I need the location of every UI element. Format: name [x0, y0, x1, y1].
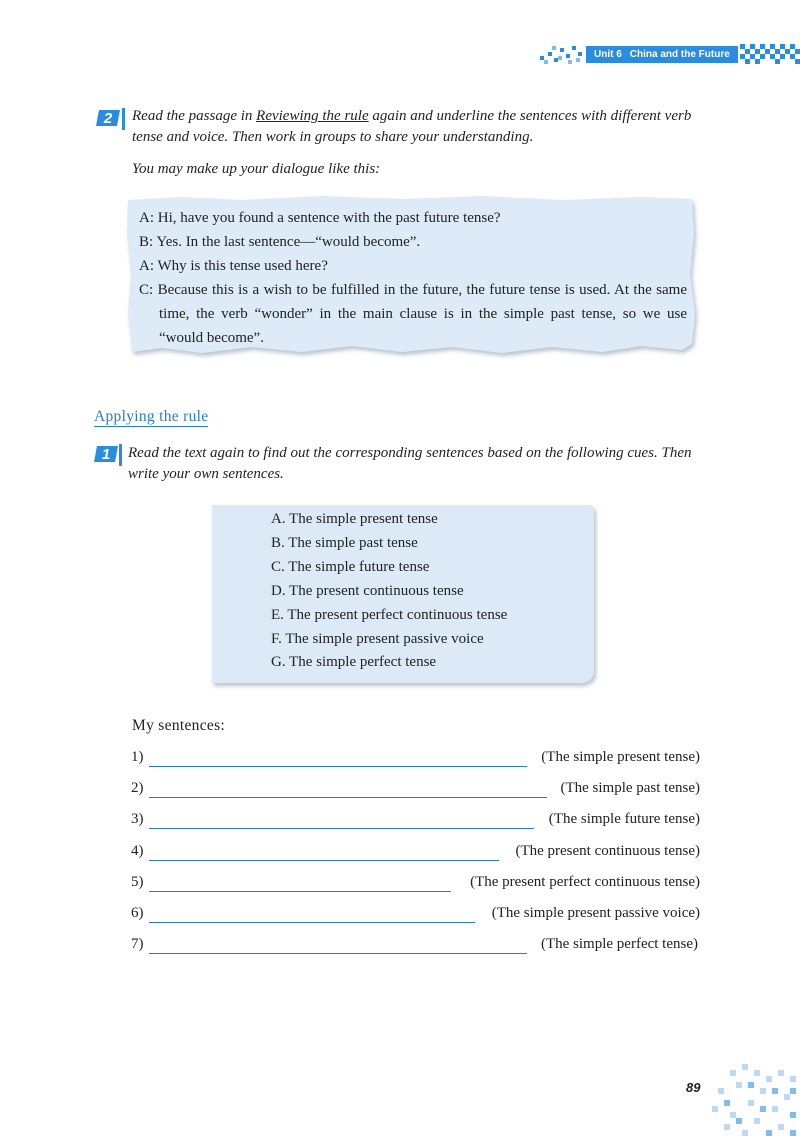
dialogue-line: A: Why is this tense used here?	[139, 258, 328, 274]
sentence-number: 4)	[131, 843, 144, 859]
cue-item: E. The present perfect continuous tense	[271, 606, 508, 623]
cue-item: D. The present continuous tense	[271, 582, 464, 599]
sentence-cue: (The simple future tense)	[548, 811, 700, 827]
exercise-number-badge	[96, 108, 120, 126]
sentence-row	[131, 749, 700, 771]
sentence-cue: (The simple present passive voice)	[491, 905, 700, 921]
sentence-row	[131, 843, 700, 865]
dialogue-line: B: Yes. In the last sentence—“would become”.	[139, 234, 421, 250]
dialogue-line: C: Because this is a wish to be fulfilled in the future, the future tense is used. At the same time, the verb “wonder” in the main clause is in the simple past tense, so we use “would become”.	[139, 282, 687, 346]
sentence-number: 6)	[131, 905, 144, 921]
answer-line[interactable]	[149, 797, 547, 798]
page-number: 89	[686, 1080, 701, 1095]
sentence-cue: (The present perfect continuous tense)	[470, 874, 700, 890]
section-heading: Applying the rule	[94, 408, 209, 425]
sentence-cue: (The simple present tense)	[541, 749, 700, 765]
sentence-row	[131, 874, 700, 896]
cue-item: C. The simple future tense	[271, 558, 430, 575]
cue-item: G. The simple perfect tense	[271, 654, 437, 671]
sentence-number: 7)	[131, 936, 144, 952]
footer-pixel-pattern	[700, 1062, 800, 1138]
exercise-1-number: 1	[101, 446, 111, 463]
sentence-cue: (The simple perfect tense)	[540, 936, 698, 952]
sentence-row	[131, 811, 700, 833]
badge-bar	[119, 444, 122, 466]
my-sentences-label: My sentences:	[132, 717, 226, 734]
dialogue-text	[139, 206, 687, 350]
answer-line[interactable]	[149, 766, 527, 767]
cue-item: A. The simple present tense	[271, 511, 438, 527]
sentence-number: 2)	[131, 780, 144, 796]
instruction-text: Read the passage in	[132, 108, 257, 124]
sentence-row	[131, 936, 698, 958]
sentence-cue: (The present continuous tense)	[515, 843, 700, 859]
answer-line[interactable]	[149, 828, 534, 829]
answer-line[interactable]	[149, 891, 451, 892]
sentence-row	[131, 780, 700, 802]
dialogue-prompt: You may make up your dialogue like this:	[132, 161, 381, 177]
exercise-1-instruction: Read the text again to find out the corresponding sentences based on the following cues. Then write your own sentences.	[128, 445, 692, 482]
exercise-2-instruction	[132, 106, 704, 148]
dialogue-line: A: Hi, have you found a sentence with the past future tense?	[139, 210, 501, 226]
sentence-number: 1)	[131, 749, 144, 765]
exercise-2-number: 2	[103, 110, 113, 127]
sentence-row	[131, 905, 700, 927]
sentence-number: 3)	[131, 811, 144, 827]
cue-item: F. The simple present passive voice	[271, 630, 484, 647]
reviewing-the-rule-link: Reviewing the rule	[256, 108, 369, 124]
answer-line[interactable]	[149, 922, 475, 923]
cues-list	[271, 508, 507, 675]
unit-header-tab	[586, 46, 738, 63]
cue-item: B. The simple past tense	[271, 534, 418, 551]
instruction-text-cont: again and underline the sentences with different verb tense and voice. Then work in groups to share your understanding.	[132, 108, 692, 145]
exercise-number-badge	[94, 444, 118, 462]
unit-label: Unit 6	[594, 49, 622, 60]
badge-bar	[122, 108, 125, 130]
sentence-cue: (The simple past tense)	[560, 780, 700, 796]
answer-line[interactable]	[149, 860, 499, 861]
answer-line[interactable]	[149, 953, 527, 954]
unit-title: China and the Future	[629, 49, 730, 60]
sentence-number: 5)	[131, 874, 144, 890]
